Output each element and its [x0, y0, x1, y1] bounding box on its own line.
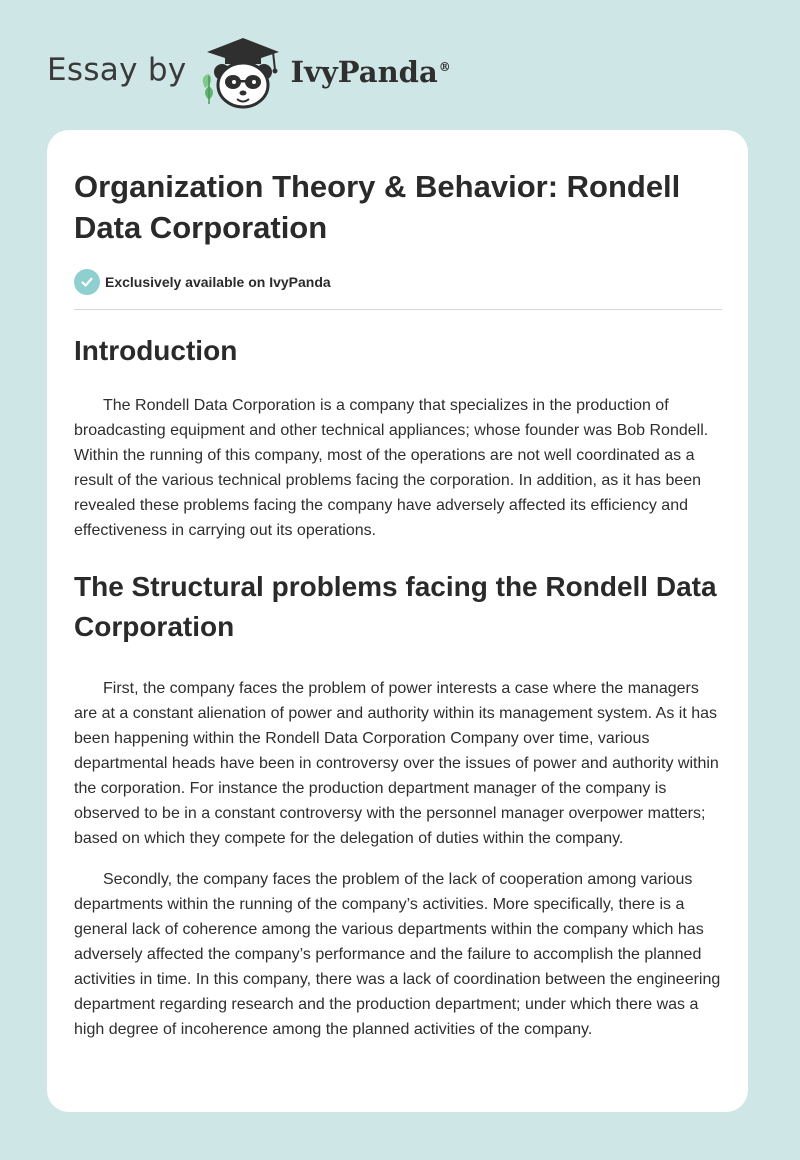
paragraph: First, the company faces the problem of power interests a case where the managers are at a constant alienation of power and authority within its management system. As it has been happening within the Rondell Data Corporation Company over time, various departmental heads have been in controversy over the issues of power and authority within the corporation. For instance the production department manager of the company is observed to be in a constant controversy with the personnel manager overpower matters; based on which they compete for the delegation of duties within the company. [74, 680, 719, 847]
brand-name: IvyPanda® [290, 55, 451, 89]
section-heading-introduction: Introduction [74, 335, 238, 366]
brand-prefix: Essay by [47, 52, 187, 88]
panda-logo-icon [199, 30, 287, 110]
divider [74, 309, 722, 310]
registered-mark: ® [438, 60, 451, 75]
exclusive-badge [74, 268, 722, 296]
section-heading-structural-problems: The Structural problems facing the Rondell Data Corporation [74, 571, 717, 642]
paragraph: The Rondell Data Corporation is a company that specializes in the production of broadcasting equipment and other technical appliances; whose founder was Bob Rondell. Within the running of this company, most of the operations are not well coordinated as a result of the various technical problems facing the corporation. In addition, as it has been revealed these problems facing the company have adversely affected its efficiency and effectiveness in carrying out its operations. [74, 397, 709, 539]
paragraph: Secondly, the company faces the problem of the lack of cooperation among various departments within the running of the company’s activities. More specifically, there is a general lack of coherence among the various departments within the company which has adversely affected the company’s performance and the failure to accomplish the planned activities in time. In this company, there was a lack of coordination between the engineering department regarding research and the production department; under which there was a high degree of incoherence among the planned activities of the company. [74, 871, 721, 1038]
essay-content [74, 130, 722, 1042]
page-title: Organization Theory & Behavior: Rondell Data Corporation [74, 169, 681, 245]
brand-header[interactable] [47, 30, 451, 110]
essay-card [47, 130, 748, 1112]
checkmark-icon [74, 269, 100, 295]
badge-label: Exclusively available on IvyPanda [105, 274, 331, 290]
